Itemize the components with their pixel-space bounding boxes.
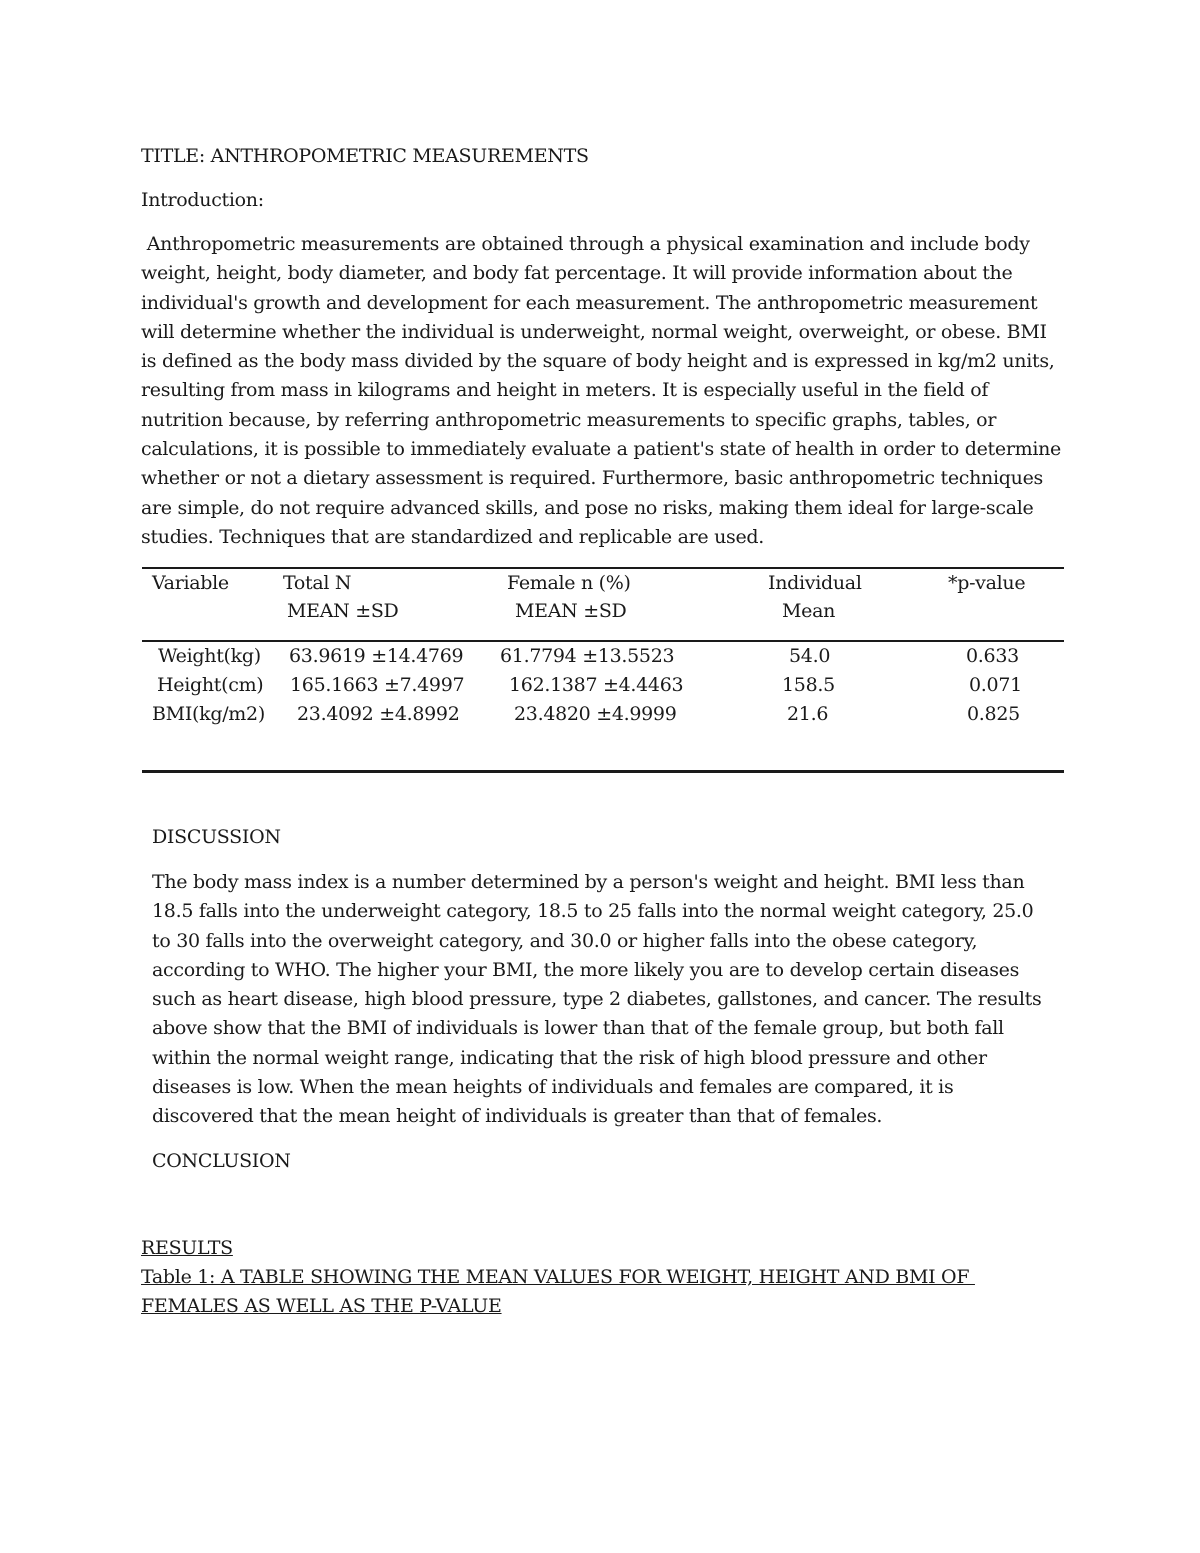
row-total-n: 63.9619 ±14.4769	[289, 645, 464, 667]
paragraph-line: are simple, do not require advanced skills, and pose no risks, making them ideal for large-scale	[141, 496, 1034, 519]
paragraph-line: such as heart disease, high blood pressure, type 2 diabetes, gallstones, and cancer. The results	[152, 988, 1042, 1011]
header-total-n: Total N	[283, 572, 352, 594]
paragraph-line: will determine whether the individual is underweight, normal weight, overweight, or obese. BMI	[141, 320, 1047, 343]
row-total-n: 23.4092 ±4.8992	[297, 703, 460, 725]
paragraph-line: according to WHO. The higher your BMI, the more likely you are to develop certain diseases	[152, 958, 1020, 981]
row-individual: 158.5	[782, 674, 835, 696]
introduction-paragraph	[141, 230, 1071, 552]
row-variable: Weight(kg)	[158, 645, 261, 667]
conclusion-heading: CONCLUSION	[152, 1150, 291, 1172]
paragraph-line: within the normal weight range, indicating that the risk of high blood pressure and other	[152, 1046, 987, 1069]
paragraph-line: resulting from mass in kilograms and height in meters. It is especially useful in the field of	[141, 379, 989, 402]
row-individual: 21.6	[787, 703, 829, 725]
row-p-value: 0.825	[967, 703, 1020, 725]
table-bottom-rule	[142, 770, 1064, 773]
row-variable: BMI(kg/m2)	[152, 703, 265, 725]
header-total-n-sub: MEAN ±SD	[287, 600, 399, 622]
caption-line: FEMALES AS WELL AS THE P-VALUE	[141, 1295, 502, 1318]
row-individual: 54.0	[789, 645, 831, 667]
paragraph-line: The body mass index is a number determined by a person's weight and height. BMI less than	[152, 871, 1025, 893]
paragraph-line: 18.5 falls into the underweight category, 18.5 to 25 falls into the normal weight category, 25.0	[152, 900, 1034, 923]
paragraph-line: to 30 falls into the overweight category, and 30.0 or higher falls into the obese category,	[152, 929, 978, 952]
paragraph-line: discovered that the mean height of individuals is greater than that of females.	[152, 1105, 883, 1128]
header-individual: Individual	[768, 572, 862, 594]
paragraph-line: weight, height, body diameter, and body fat percentage. It will provide information about the	[141, 262, 1013, 285]
discussion-heading: DISCUSSION	[152, 826, 281, 848]
paragraph-line: diseases is low. When the mean heights of individuals and females are compared, it is	[152, 1076, 954, 1099]
paragraph-line: studies. Techniques that are standardized and replicable are used.	[141, 525, 765, 548]
header-variable: Variable	[152, 572, 229, 594]
header-female-n: Female n (%)	[507, 572, 631, 594]
row-p-value: 0.071	[969, 674, 1022, 696]
table-caption	[141, 1263, 975, 1322]
paragraph-line: is defined as the body mass divided by the square of body height and is expressed in kg/m2 units,	[141, 350, 1055, 373]
paragraph-line: above show that the BMI of individuals is lower than that of the female group, but both fall	[152, 1017, 1004, 1040]
caption-line: Table 1: A TABLE SHOWING THE MEAN VALUES FOR WEIGHT, HEIGHT AND BMI OF	[141, 1266, 975, 1288]
paragraph-line: calculations, it is possible to immediately evaluate a patient's state of health in order to determine	[141, 438, 1061, 461]
header-female-n-sub: MEAN ±SD	[515, 600, 627, 622]
introduction-heading: Introduction:	[141, 189, 264, 211]
paragraph-line: whether or not a dietary assessment is required. Furthermore, basic anthropometric techniques	[141, 467, 1043, 490]
paragraph-line: Anthropometric measurements are obtained through a physical examination and include body	[141, 233, 1030, 255]
row-p-value: 0.633	[966, 645, 1019, 667]
row-variable: Height(cm)	[157, 674, 264, 696]
row-total-n: 165.1663 ±7.4997	[290, 674, 465, 696]
row-female-n: 23.4820 ±4.9999	[514, 703, 677, 725]
paragraph-line: individual's growth and development for each measurement. The anthropometric measurement	[141, 291, 1038, 314]
document-title: TITLE: ANTHROPOMETRIC MEASUREMENTS	[141, 145, 589, 167]
row-female-n: 61.7794 ±13.5523	[500, 645, 675, 667]
header-p-value: *p-value	[948, 572, 1026, 594]
header-individual-sub: Mean	[782, 600, 836, 622]
row-female-n: 162.1387 ±4.4463	[509, 674, 684, 696]
results-heading: RESULTS	[141, 1237, 233, 1259]
discussion-paragraph	[152, 868, 1082, 1132]
paragraph-line: nutrition because, by referring anthropometric measurements to specific graphs, tables, or	[141, 408, 997, 431]
